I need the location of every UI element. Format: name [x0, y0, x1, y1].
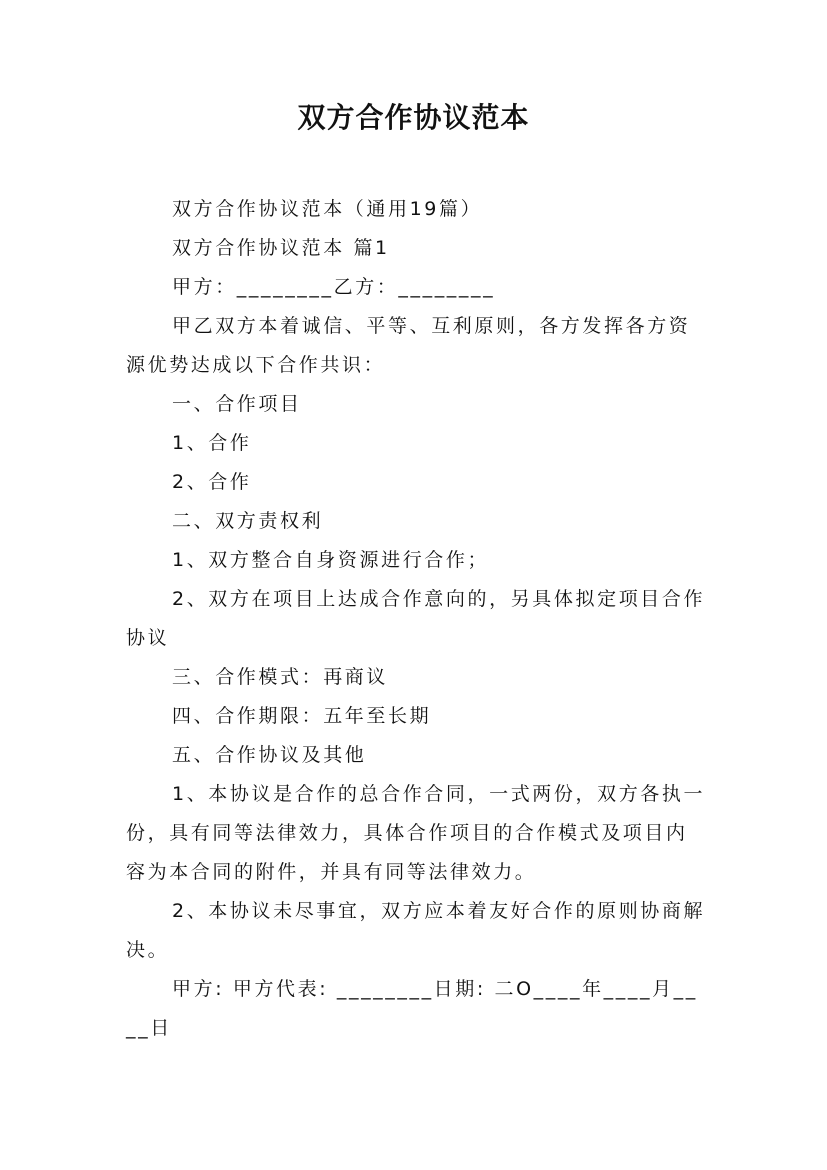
signature-line: 甲方: 甲方代表: ________日期: 二O____年____月____日 [126, 978, 698, 1039]
clause-heading-4: 四、合作期限：五年至长期 [172, 705, 432, 727]
clause-item: 1、合作 [172, 432, 252, 454]
preamble-paragraph: 甲乙双方本着诚信、平等、互利原则，各方发挥各方资源优势达成以下合作共识： [126, 315, 691, 376]
clause-item: 2、双方在项目上达成合作意向的，另具体拟定项目合作协议 [126, 588, 706, 649]
clause-item: 2、本协议未尽事宜，双方应本着友好合作的原则协商解决。 [126, 900, 706, 961]
clause-item: 1、本协议是合作的总合作合同，一式两份，双方各执一份，具有同等法律效力，具体合作项目的合作模式及项目内容为本合同的附件，并具有同等法律效力。 [126, 783, 706, 883]
clause-heading-3: 三、合作模式：再商议 [172, 666, 389, 688]
clause-item: 2、合作 [172, 471, 252, 493]
clause-item: 1、双方整合自身资源进行合作； [172, 549, 490, 571]
clause-heading-2: 二、双方责权利 [172, 510, 324, 532]
document-body [126, 190, 706, 1048]
clause-heading-1: 一、合作项目 [172, 393, 302, 415]
clause-heading-5: 五、合作协议及其他 [172, 744, 367, 766]
parties-line: 甲方：________乙方：________ [172, 276, 496, 298]
section-heading: 双方合作协议范本 篇1 [172, 237, 390, 259]
subtitle-paragraph: 双方合作协议范本（通用19篇） [172, 198, 483, 220]
document-title: 双方合作协议范本 [297, 101, 530, 134]
